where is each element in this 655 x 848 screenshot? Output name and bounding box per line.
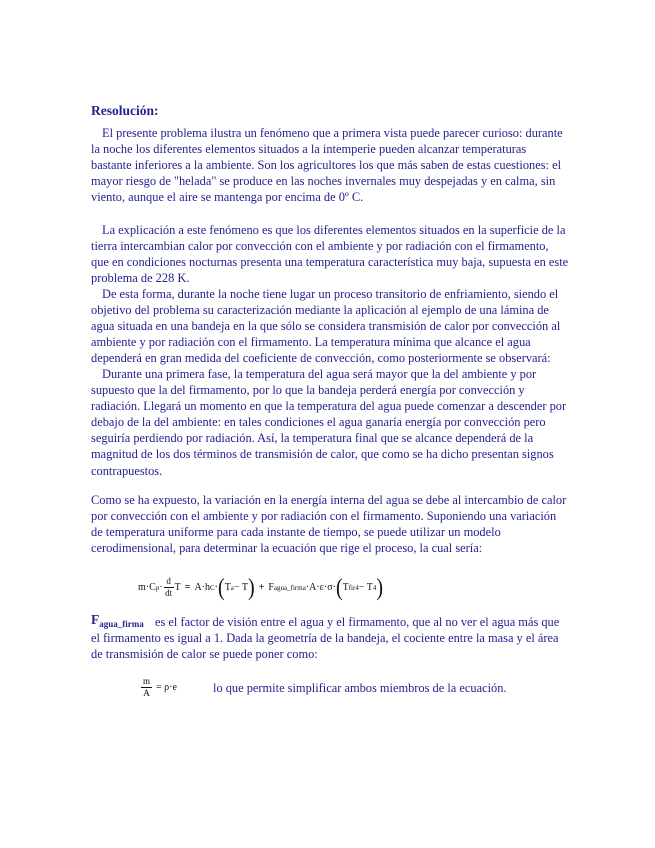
eq-equals: = bbox=[184, 582, 191, 593]
eq-rad-minus: − T bbox=[358, 582, 373, 593]
paragraph-model: Como se ha expuesto, la variación en la energía interna del agua se debe al intercambio de calor por convección con el ambiente y por radiación con el firmamento. Suponiendo una variación de temperatura uniforme para cada instante de tiempo, se puede utilizar un modelo cerodimensional, para determinar la ecuación que rige el proceso, la cual sería: bbox=[91, 493, 567, 556]
eq2-rhs: = ρ·e bbox=[156, 682, 177, 693]
eq-conv-ta: T bbox=[224, 582, 231, 593]
eq-lhs-sub: p bbox=[155, 583, 160, 592]
paragraph-transient: De esta forma, durante la noche tiene lugar un proceso transitorio de enfriamiento, siendo el objetivo del problema su caracterización mediante la aplicación al ejemplo de una lámina de agua situada en una bandeja en la que sólo se considera transmisión de calor por convección al ambiente y por radiación con el firmamento. La temperatura mínima que alcance el agua dependerá en gran medida del coeficiente de convección, como posteriormente se observará: bbox=[91, 287, 561, 366]
view-factor-symbol: F bbox=[91, 612, 100, 627]
paragraph-view-factor: es el factor de visión entre el agua y el firmamento, que al no ver el agua más que el firmamento es igual a 1. Dada la geometría de la bandeja, el cociente entre la masa y el área de transmisión de calor se puede poner como: bbox=[91, 615, 560, 662]
eq2-num: m bbox=[142, 676, 150, 686]
eq-rad-tfir: T bbox=[342, 582, 349, 593]
paragraph-explanation: La explicación a este fenómeno es que los diferentes elementos situados en la superficie de la tierra intercambian calor por convección con el ambiente y por radiación con el firmamento, que en condiciones nocturnas presenta una temperatura característica muy baja, supuesta en este problema de 228 K. bbox=[91, 223, 569, 286]
eq-conv-ta-sub: a bbox=[230, 583, 234, 592]
energy-balance-equation: m·C p · $\frac{d}{dt}$ T = A·h C · ( T a − T ) + F agua_firma ·A·ε·σ· ( T fir 4 − T 4 ) bbox=[138, 574, 384, 601]
eq-rad-exp1: 4 bbox=[355, 583, 359, 592]
eq2-fraction bbox=[141, 676, 152, 699]
eq-rad-f-sub: agua_firma bbox=[273, 583, 306, 592]
eq-plus: + bbox=[258, 582, 265, 593]
eq2-note: lo que permite simplificar ambos miembros de la ecuación. bbox=[213, 681, 507, 695]
eq-lhs-var: T bbox=[174, 582, 181, 593]
eq-rad-tfir-sub: fir bbox=[348, 583, 356, 592]
eq-derivative-fraction bbox=[164, 576, 174, 599]
paragraph-intro: El presente problema ilustra un fenómeno que a primera vista puede parecer curioso: durante la noche los diferentes elementos situados a la intemperie pueden alcanzar temperaturas bastante inferiores a la ambiente. Son los agricultores los que más saben de estas cuestiones: el mayor riesgo de "helada" se produce en las noches invernales muy despejadas y en calma, sin viento, aunque el aire se mantenga por encima de 0º C. bbox=[91, 126, 563, 205]
view-factor-sub: agua_firma bbox=[99, 619, 144, 629]
mass-area-equation bbox=[140, 676, 177, 699]
eq-frac-num: d bbox=[166, 576, 171, 586]
eq2-den: A bbox=[143, 688, 150, 698]
eq-rad-exp2: 4 bbox=[372, 583, 377, 592]
eq-conv-minus: − T bbox=[233, 582, 248, 593]
section-heading: Resolución: bbox=[91, 103, 159, 118]
eq-lhs-prefix: m·C bbox=[138, 582, 156, 593]
eq-rad-term: ·A·ε·σ· bbox=[305, 582, 336, 593]
eq-rad-f: F bbox=[268, 582, 274, 593]
eq-conv-sub: C bbox=[210, 583, 215, 592]
eq-conv-term: A·h bbox=[194, 582, 210, 593]
eq-frac-den: dt bbox=[165, 588, 173, 598]
paragraph-phases: Durante una primera fase, la temperatura del agua será mayor que la del ambiente y por supuesto que la del firmamento, por lo que la bandeja perderá energía por convección y radiación. Llegará un momento en que la temperatura del agua puede comenzar a descender por debajo de la del ambiente: en tales condiciones el agua ganaría energía por convección pero seguiría perdiendo por radiación. Así, la temperatura final que se alcance dependerá de la magnitud de los dos términos de transmisión de calor, que como se ha dicho presentan signos contrapuestos. bbox=[91, 367, 567, 478]
